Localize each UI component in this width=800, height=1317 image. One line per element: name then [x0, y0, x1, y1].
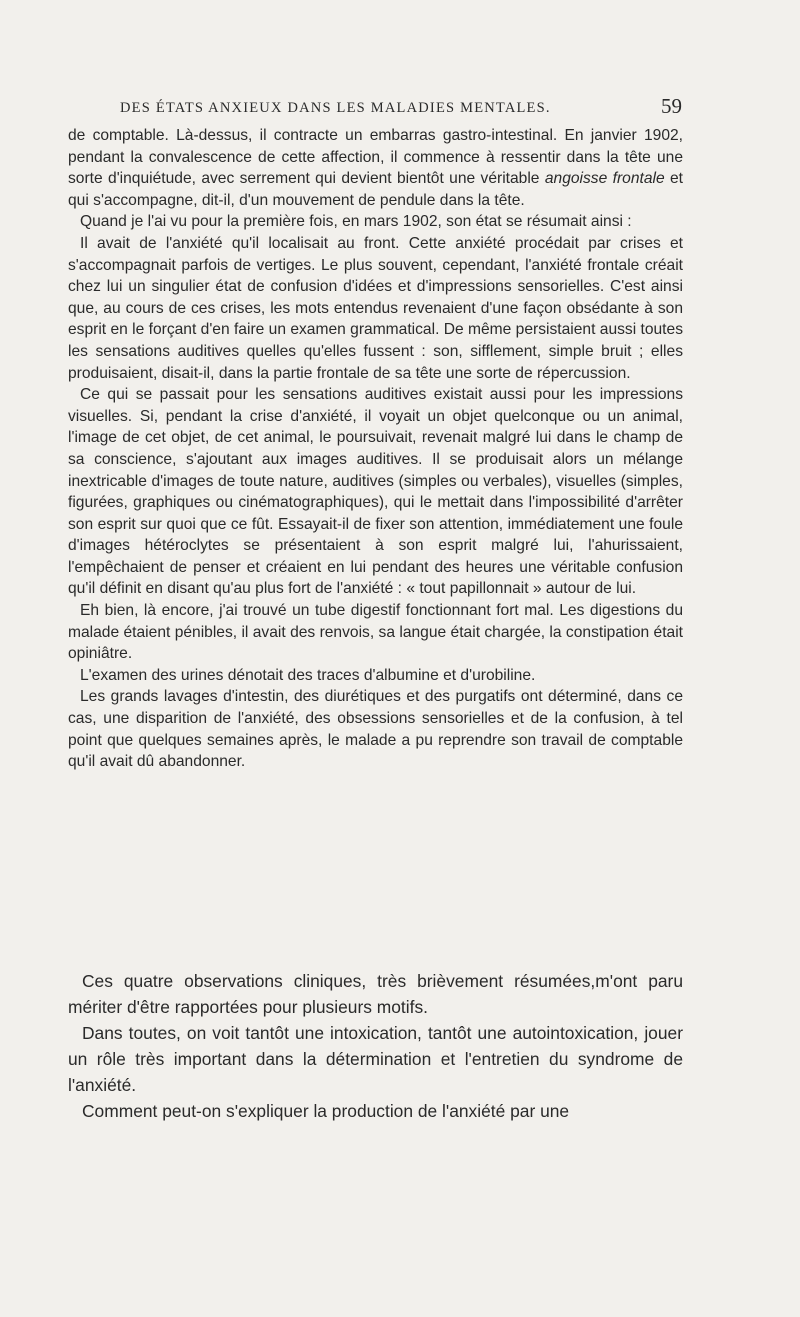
discussion-text	[68, 968, 683, 1124]
page-number: 59	[661, 94, 682, 118]
paragraph: Eh bien, là encore, j'ai trouvé un tube digestif fonctionnant fort mal. Les digestions du malade étaient pénibles, il avait des renvois, sa langue était chargée, la constipation était opiniâtre.	[68, 602, 683, 663]
paragraph: Comment peut-on s'expliquer la production de l'anxiété par une	[82, 1101, 570, 1121]
running-header	[120, 94, 682, 118]
case-report-text	[68, 125, 683, 773]
text-run: et qui s'accompagne, dit-il, d'un mouvement de pendule dans la tête.	[68, 170, 684, 209]
paragraph: L'examen des urines dénotait des traces d'albumine et d'urobiline.	[80, 666, 536, 684]
paragraph	[68, 125, 683, 211]
paragraph: Ces quatre observations cliniques, très brièvement résumées,m'ont paru mériter d'être rapportées pour plusieurs motifs.	[68, 971, 683, 1017]
paragraph: Quand je l'ai vu pour la première fois, en mars 1902, son état se résumait ainsi :	[80, 213, 632, 231]
text-run: de comptable. Là-dessus, il contracte un embarras gastro-intestinal. En janvier 1902, pendant la convalescence de cette affection, il commence à ressentir dans la tête une sorte d'inquiétude, avec serrement qui devient bientôt une véritable	[68, 127, 683, 188]
paragraph: Il avait de l'anxiété qu'il localisait au front. Cette anxiété procédait par crises et s'accompagnait parfois de vertiges. Le plus souvent, cependant, l'anxiété frontale créait chez lui un singulier état de confusion d'idées et d'impressions sensorielles. C'est ainsi que, au cours de ces crises, les mots entendus revenaient d'une façon obsédante à son esprit en le forçant d'en faire un examen grammatical. De même persistaient aussi toutes les sensations auditives quelles qu'elles fussent : son, sifflement, simple bruit ; elles produisaient, disait-il, dans la partie frontale de sa tête une sorte de répercussion.	[68, 234, 683, 382]
paragraph: Dans toutes, on voit tantôt une intoxication, tantôt une autointoxication, jouer un rôle très important dans la détermination et l'entretien du syndrome de l'anxiété.	[68, 1023, 683, 1095]
paragraph: Les grands lavages d'intestin, des diurétiques et des purgatifs ont déterminé, dans ce cas, une disparition de l'anxiété, des obsessions sensorielles et de la confusion, à tel point que quelques semaines après, le malade a pu reprendre son travail de comptable qu'il avait dû abandonner.	[68, 688, 683, 771]
emphasis: angoisse frontale	[544, 170, 665, 188]
paragraph: Ce qui se passait pour les sensations auditives existait aussi pour les impressions visuelles. Si, pendant la crise d'anxiété, il voyait un objet quelconque ou un animal, l'image de cet objet, de cet animal, le poursuivait, revenait malgré lui dans le champ de sa conscience, s'ajoutant aux images auditives. Il se produisait alors un mélange inextricable d'images de toute nature, auditives (simples ou verbales), visuelles (simples, figurées, graphiques ou cinématographiques), qui le mettait dans l'impossibilité d'arrêter son esprit sur quoi que ce fût. Essayait-il de fixer son attention, immédiatement une foule d'images hétéroclytes se présentaient à son esprit malgré lui, l'ahurissaient, l'empêchaient de penser et créaient en lui pendant des heures une véritable confusion qu'il définit en disant qu'au plus fort de l'anxiété : « tout papillonnait » autour de lui.	[68, 386, 683, 598]
running-title: DES ÉTATS ANXIEUX DANS LES MALADIES MENTALES.	[120, 100, 551, 116]
